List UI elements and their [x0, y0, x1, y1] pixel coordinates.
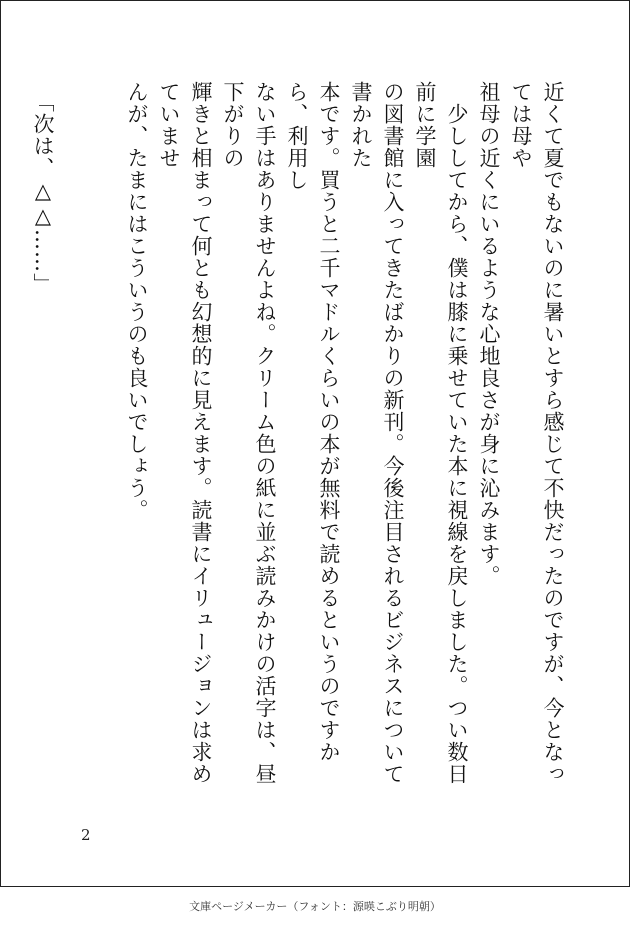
text-line: 本です。買うと二千マドルくらいの本が無料で読めるというのですから、利用し: [285, 81, 341, 763]
dialogue-line: 「次は、△△……」: [31, 91, 55, 295]
text-line: 輝きと相まって何とも幻想的に見えます。読書にイリュージョンは求めていませ: [157, 81, 213, 785]
text-line: ない手はありませんよね。クリーム色の紙に並ぶ読みかけの活字は、昼下がりの: [221, 81, 277, 785]
text-line: 少ししてから、僕は膝に乗せていた本に視線を戻しました。つい数日前に学園: [413, 81, 469, 785]
scene-break: [59, 81, 121, 801]
text-line: んが、たまにはこういうのも良いでしょう。: [125, 81, 149, 521]
text-line: 近くて夏でもないのに暑いとすら感じて不快だったのですが、今となっては母や: [509, 81, 565, 785]
page-number: 2: [81, 826, 91, 844]
text-line: 祖母の近くにいるような心地良さが身に沁みます。: [477, 81, 501, 587]
text-line: の図書館に入ってきたばかりの新刊。今後注目されるビジネスについて書かれた: [349, 81, 405, 785]
scene-break: [0, 81, 27, 801]
vertical-text-body: [0, 81, 569, 801]
footer-credit: 文庫ページメーカー（フォント：源暎こぶり明朝）: [189, 900, 441, 913]
